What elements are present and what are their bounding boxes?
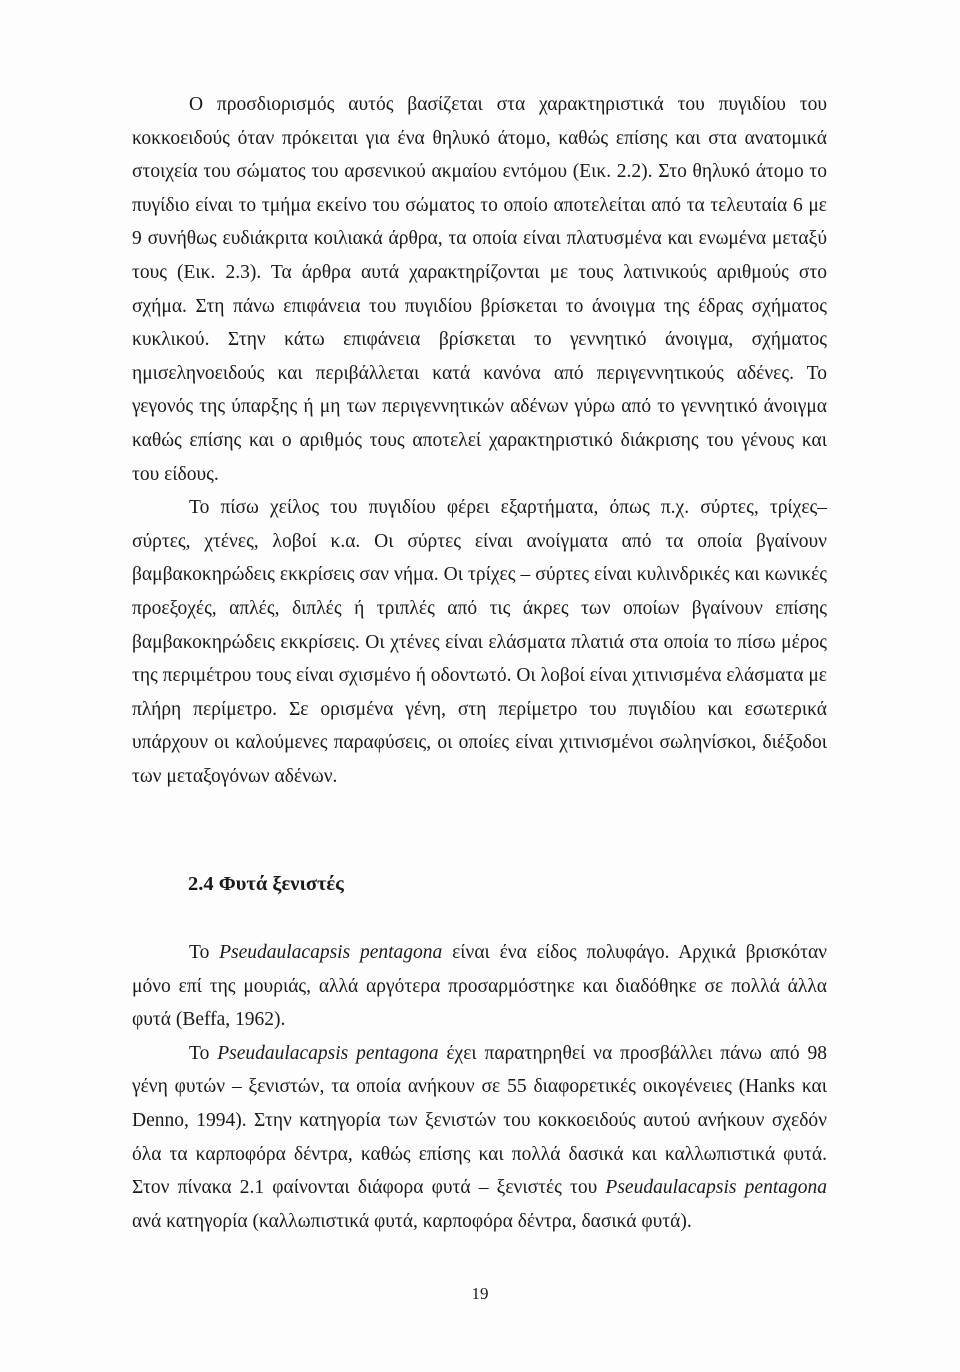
text-run: ανά κατηγορία (καλλωπιστικά φυτά, καρποφόρα δέντρα, δασικά φυτά).: [132, 1210, 692, 1232]
text-run: Το: [189, 942, 220, 963]
body-text-hosts: [132, 936, 827, 1238]
species-name: Pseudaulacapsis pentagona: [217, 1042, 439, 1064]
section-heading: 2.4 Φυτά ξενιστές: [188, 873, 344, 895]
text-run: Το: [189, 1042, 218, 1064]
paragraph-host-plants: [132, 1037, 827, 1239]
species-name: Pseudaulacapsis pentagona: [219, 942, 443, 963]
paragraph-pygidium-identification: Ο προσδιορισμός αυτός βασίζεται στα χαρακτηριστικά του πυγιδίου του κοκκοειδούς όταν πρόκειται για ένα θηλυκό άτομο, καθώς επίσης και στα ανατομικά στοιχεία του σώματος του αρσενικού ακμαίου εντόμου (Εικ. 2.2). Στο θηλυκό άτομο το πυγίδιο είναι το τμήμα εκείνο του σώματος το οποίο αποτελείται από τα τελευταία 6 με 9 συνήθως ευδιάκριτα κοιλιακά άρθρα, τα οποία είναι πλατυσμένα και ενωμένα μεταξύ τους (Εικ. 2.3). Τα άρθρα αυτά χαρακτηρίζονται με τους λατινικούς αριθμούς στο σχήμα. Στη πάνω επιφάνεια του πυγιδίου βρίσκεται το άνοιγμα της έδρας σχήματος κυκλικού. Στην κάτω επιφάνεια βρίσκεται το γεννητικό άνοιγμα, σχήματος ημισεληνοειδούς και περιβάλλεται κατά κανόνα από περιγεννητικούς αδένες. Το γεγονός της ύπαρξης ή μη των περιγεννητικών αδένων γύρω από το γεννητικό άνοιγμα καθώς επίσης και ο αριθμός τους αποτελεί χαρακτηριστικό διάκρισης του γένους και του είδους.: [132, 94, 827, 485]
body-text-top: [132, 88, 827, 793]
species-name: Pseudaulacapsis pentagona: [605, 1177, 827, 1199]
paragraph-polyphagous: [132, 936, 827, 1037]
page-number: 19: [471, 1284, 489, 1303]
text-run: είναι ένα είδος πολυφάγο. Αρχικά βρισκόταν μόνο επί της μουριάς, αλλά αργότερα προσαρμόστηκε και διαδόθηκε σε πολλά άλλα φυτά (Beffa, 1962).: [132, 942, 827, 1031]
paragraph-pygidium-appendages: Το πίσω χείλος του πυγιδίου φέρει εξαρτήματα, όπως π.χ. σύρτες, τρίχες– σύρτες, χτένες, λοβοί κ.α. Οι σύρτες είναι ανοίγματα από τα οποία βγαίνουν βαμβακοκηρώδεις εκκρίσεις σαν νήμα. Οι τρίχες – σύρτες είναι κυλινδρικές και κωνικές προεξοχές, απλές, διπλές ή τριπλές από τις άκρες των οποίων βγαίνουν επίσης βαμβακοκηρώδεις εκκρίσεις. Οι χτένες είναι ελάσματα πλατιά στα οποία το πίσω μέρος της περιμέτρου τους είναι σχισμένο ή οδοντωτό. Οι λοβοί είναι χιτινισμένα ελάσματα με πλήρη περίμετρο. Σε ορισμένα γένη, στη περίμετρο του πυγιδίου και εσωτερικά υπάρχουν οι καλούμενες παραφύσεις, οι οποίες είναι χιτινισμένοι σωληνίσκοι, διέξοδοι των μεταξογόνων αδένων.: [132, 497, 827, 787]
text-run: έχει παρατηρηθεί να προσβάλλει πάνω από 98 γένη φυτών – ξενιστών, τα οποία ανήκουν σε 55 διαφορετικές οικογένειες (Hanks και Denno, 1994). Στην κατηγορία των ξενιστών του κοκκοειδούς αυτού ανήκουν σχεδόν όλα τα καρποφόρα δέντρα, καθώς επίσης και πολλά δασικά και καλλωπιστικά φυτά. Στον πίνακα 2.1 φαίνονται διάφορα φυτά – ξενιστές του: [132, 1042, 828, 1199]
